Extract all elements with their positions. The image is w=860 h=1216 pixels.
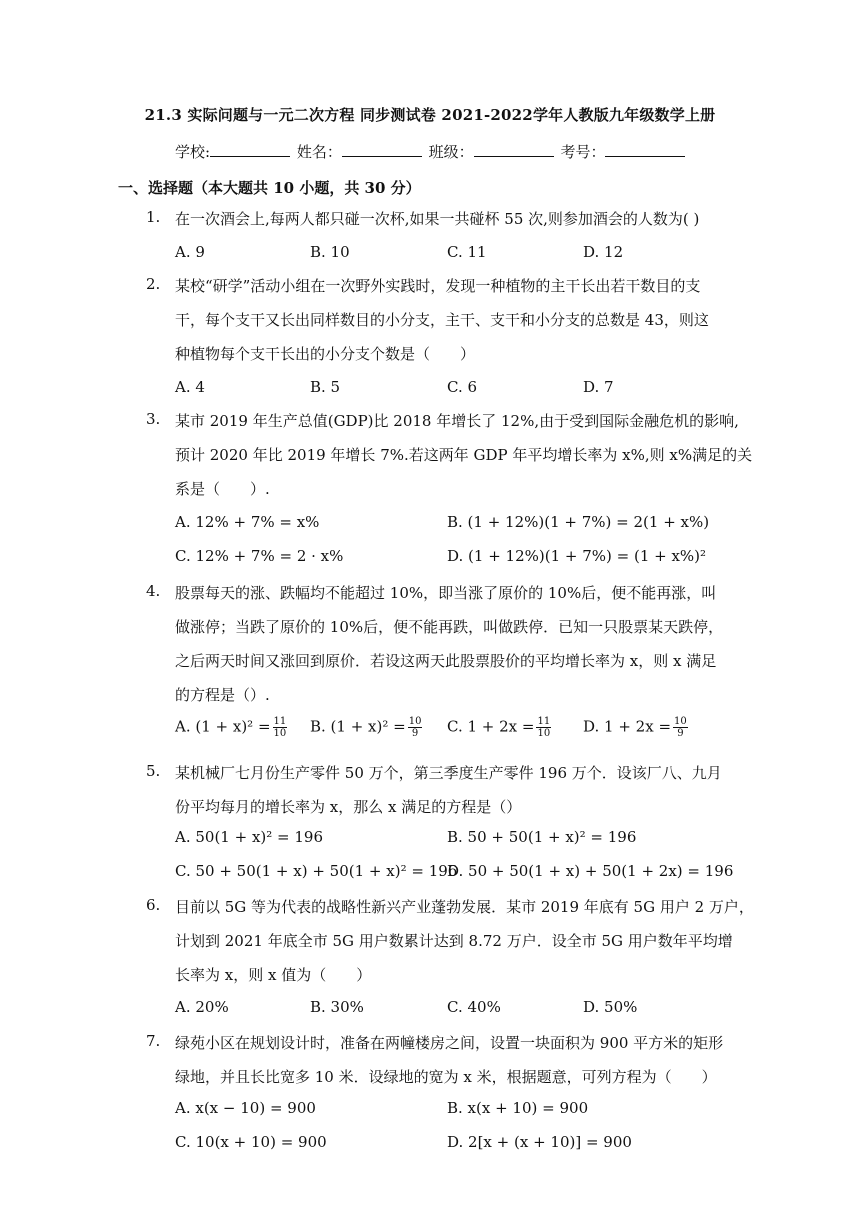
denominator: 9 (411, 728, 419, 739)
option-d[interactable]: D. 2[x + (x + 10)] = 900 (447, 1133, 632, 1151)
exam-number-blank[interactable] (605, 142, 685, 157)
option-a[interactable]: A. 12% + 7% = x% (175, 513, 320, 531)
name-label: 姓名： (296, 143, 342, 161)
option-b[interactable]: B. 30% (310, 998, 364, 1016)
option-c[interactable]: C. 11 (447, 243, 487, 261)
school-blank[interactable] (210, 142, 290, 157)
name-blank[interactable] (342, 142, 422, 157)
option-c[interactable]: C. 40% (447, 998, 501, 1016)
option-a[interactable]: A. 4 (175, 378, 205, 396)
question-text-line: 预计 2020 年比 2019 年增长 7%.若这两年 GDP 年平均增长率为 x%,则 x%满足的关 (175, 446, 753, 464)
class-blank[interactable] (474, 142, 554, 157)
question-number: 7. (146, 1032, 161, 1050)
denominator: 10 (537, 728, 551, 739)
option-b[interactable]: B. 5 (310, 378, 341, 396)
question-text-line: 长率为 x，则 x 值为（ ） (175, 966, 372, 984)
question-text-line: 在一次酒会上,每两人都只碰一次杯,如果一共碰杯 55 次,则参加酒会的人数为( ) (175, 210, 700, 228)
option-d[interactable]: D. 12 (583, 243, 624, 261)
question-text-line: 系是（ ）. (175, 480, 270, 498)
option-a[interactable]: A. 9 (175, 243, 205, 261)
option-b[interactable]: B. (1 + 12%)(1 + 7%) = 2(1 + x%) (447, 513, 710, 531)
class-label: 班级： (428, 143, 474, 161)
option-d[interactable]: D. 7 (583, 378, 614, 396)
section-heading: 一、选择题（本大题共 10 小题，共 30 分） (118, 179, 421, 197)
question-text-line: 干，每个支干又长出同样数目的小分支，主干、支干和小分支的总数是 43，则这 (175, 311, 709, 329)
school-label: 学校: (175, 143, 211, 161)
page-title: 21.3 实际问题与一元二次方程 同步测试卷 2021-2022学年人教版九年级数学上册 (144, 106, 716, 124)
fraction (408, 716, 423, 739)
numerator: 10 (674, 716, 687, 727)
question-text-line: 计划到 2021 年底全市 5G 用户数累计达到 8.72 万户．设全市 5G 用户数年平均增 (175, 932, 733, 950)
option-c[interactable]: C. 12% + 7% = 2 · x% (175, 547, 344, 565)
question-text-line: 之后两天时间又涨回到原价．若设这两天此股票股价的平均增长率为 x，则 x 满足 (175, 652, 717, 670)
option-a[interactable]: A. x(x − 10) = 900 (175, 1099, 316, 1117)
question-number: 1. (146, 208, 161, 226)
denominator: 9 (677, 728, 684, 739)
option-d[interactable]: D. (1 + 12%)(1 + 7%) = (1 + x%)² (447, 547, 707, 565)
numerator: 10 (408, 716, 422, 727)
option-b-text: B. (1 + x)² = (310, 717, 406, 736)
question-text-line: 绿地，并且长比宽多 10 米．设绿地的宽为 x 米，根据题意，可列方程为（ ） (175, 1068, 717, 1086)
question-number: 6. (146, 896, 161, 914)
option-a-text: A. (1 + x)² = (175, 717, 271, 736)
question-text-line: 做涨停；当跌了原价的 10%后，便不能再跌，叫做跌停．已知一只股票某天跌停， (175, 618, 724, 636)
option-c[interactable]: C. 6 (447, 378, 478, 396)
option-d-text: D. 1 + 2x = (583, 717, 672, 736)
exam-number-label: 考号： (560, 143, 606, 161)
question-text-line: 种植物每个支干长出的小分支个数是（ ） (175, 345, 476, 363)
option-b[interactable]: B. 10 (310, 243, 350, 261)
question-number: 3. (146, 410, 161, 428)
option-b[interactable]: B. x(x + 10) = 900 (447, 1099, 589, 1117)
numerator: 11 (537, 716, 551, 727)
question-text-line: 某校“研学”活动小组在一次野外实践时，发现一种植物的主干长出若干数目的支 (175, 277, 701, 295)
question-number: 5. (146, 762, 161, 780)
option-d[interactable] (583, 716, 690, 739)
option-a[interactable]: A. 50(1 + x)² = 196 (175, 828, 324, 846)
question-text-line: 绿苑小区在规划设计时，准备在两幢楼房之间，设置一块面积为 900 平方米的矩形 (175, 1034, 724, 1052)
option-a[interactable]: A. 20% (175, 998, 229, 1016)
option-b[interactable]: B. 50 + 50(1 + x)² = 196 (447, 828, 637, 846)
student-info-line (175, 141, 687, 162)
question-text-line: 份平均每月的增长率为 x，那么 x 满足的方程是（） (175, 798, 522, 816)
question-number: 2. (146, 275, 161, 293)
option-c[interactable] (447, 716, 553, 739)
option-b[interactable] (310, 716, 424, 739)
option-d[interactable]: D. 50 + 50(1 + x) + 50(1 + 2x) = 196 (447, 862, 734, 880)
fraction (673, 716, 688, 739)
question-text-line: 目前以 5G 等为代表的战略性新兴产业蓬勃发展．某市 2019 年底有 5G 用户 2 万户， (175, 898, 754, 916)
option-d[interactable]: D. 50% (583, 998, 638, 1016)
question-text-line: 的方程是（）. (175, 686, 270, 704)
option-c-text: C. 1 + 2x = (447, 717, 535, 736)
denominator: 10 (273, 728, 287, 739)
question-text-line: 某机械厂七月份生产零件 50 万个，第三季度生产零件 196 万个．设该厂八、九月 (175, 764, 722, 782)
option-c[interactable]: C. 10(x + 10) = 900 (175, 1133, 327, 1151)
question-number: 4. (146, 582, 161, 600)
fraction (536, 716, 551, 739)
option-c[interactable]: C. 50 + 50(1 + x) + 50(1 + x)² = 196 (175, 862, 458, 880)
question-text-line: 某市 2019 年生产总值(GDP)比 2018 年增长了 12%,由于受到国际金融危机的影响, (175, 412, 739, 430)
numerator: 11 (273, 716, 287, 727)
fraction (273, 716, 288, 739)
option-a[interactable] (175, 716, 289, 739)
question-text-line: 股票每天的涨、跌幅均不能超过 10%，即当涨了原价的 10%后，便不能再涨，叫 (175, 584, 717, 602)
